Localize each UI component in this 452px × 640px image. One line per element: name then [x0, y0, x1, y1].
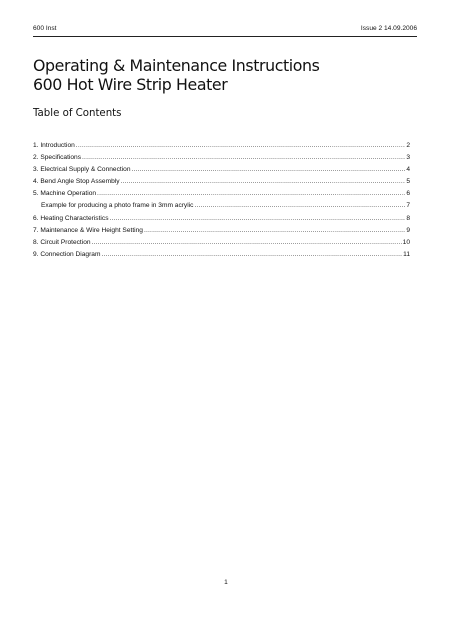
toc-leader-dots: [110, 213, 406, 225]
toc-entry-circuit-protection[interactable]: [33, 237, 410, 249]
toc-entry-label: 1. Introduction: [33, 142, 75, 149]
toc-entry-page: 2: [406, 142, 410, 149]
table-of-contents: [33, 140, 410, 261]
toc-entry-page: 6: [406, 190, 410, 198]
toc-entry-page: 10: [402, 238, 410, 246]
toc-entry-label: 2. Specifications: [33, 154, 82, 162]
toc-entry-label: 7. Maintenance & Wire Height Setting: [33, 226, 143, 234]
toc-entry-label: 6. Heating Characteristics: [33, 214, 109, 222]
toc-entry-label: 4. Bend Angle Stop Assembly: [33, 178, 120, 186]
toc-entry-bend-angle-stop[interactable]: [33, 176, 410, 188]
toc-entry-label: 5. Machine Operation: [33, 190, 97, 198]
toc-leader-dots: [82, 152, 405, 164]
toc-entry-label: 9. Connection Diagram: [33, 250, 101, 258]
toc-leader-dots: [132, 164, 406, 176]
issue-date: Issue 2 14.09.2006: [360, 25, 417, 32]
toc-heading: Table of Contents: [33, 108, 122, 119]
toc-entry-page: 7: [406, 202, 410, 210]
toc-entry-page: 5: [406, 178, 410, 186]
document-title: [33, 56, 413, 94]
toc-leader-dots: [121, 176, 406, 188]
toc-entry-electrical-supply[interactable]: [33, 164, 410, 176]
toc-leader-dots: [92, 237, 402, 249]
toc-entry-page: 9: [406, 226, 410, 234]
toc-entry-maintenance[interactable]: [33, 225, 410, 237]
document-id: 600 Inst: [33, 25, 57, 32]
toc-leader-dots: [194, 200, 405, 212]
toc-entry-page: 4: [406, 166, 410, 174]
toc-entry-page: 11: [403, 250, 410, 258]
toc-entry-label: 8. Circuit Protection: [33, 238, 91, 246]
toc-entry-photo-frame-example[interactable]: [33, 200, 410, 212]
toc-entry-label: 3. Electrical Supply & Connection: [33, 166, 131, 174]
toc-entry-heating-characteristics[interactable]: [33, 213, 410, 225]
toc-entry-label: Example for producing a photo frame in 3mm acrylic: [41, 202, 194, 210]
page-header: [33, 24, 417, 37]
toc-leader-dots: [76, 140, 406, 152]
toc-leader-dots: [144, 225, 405, 237]
toc-entry-machine-operation[interactable]: [33, 188, 410, 200]
toc-entry-specifications[interactable]: [33, 152, 410, 164]
toc-entry-connection-diagram[interactable]: [33, 249, 410, 261]
title-line-1: Operating & Maintenance Instructions: [33, 56, 320, 75]
toc-entry-introduction[interactable]: [33, 140, 410, 152]
toc-entry-page: 8: [406, 214, 410, 222]
page-number: 1: [224, 579, 228, 586]
title-line-2: 600 Hot Wire Strip Heater: [33, 75, 228, 94]
toc-entry-page: 3: [406, 154, 410, 162]
toc-leader-dots: [101, 249, 402, 261]
toc-leader-dots: [97, 188, 405, 200]
